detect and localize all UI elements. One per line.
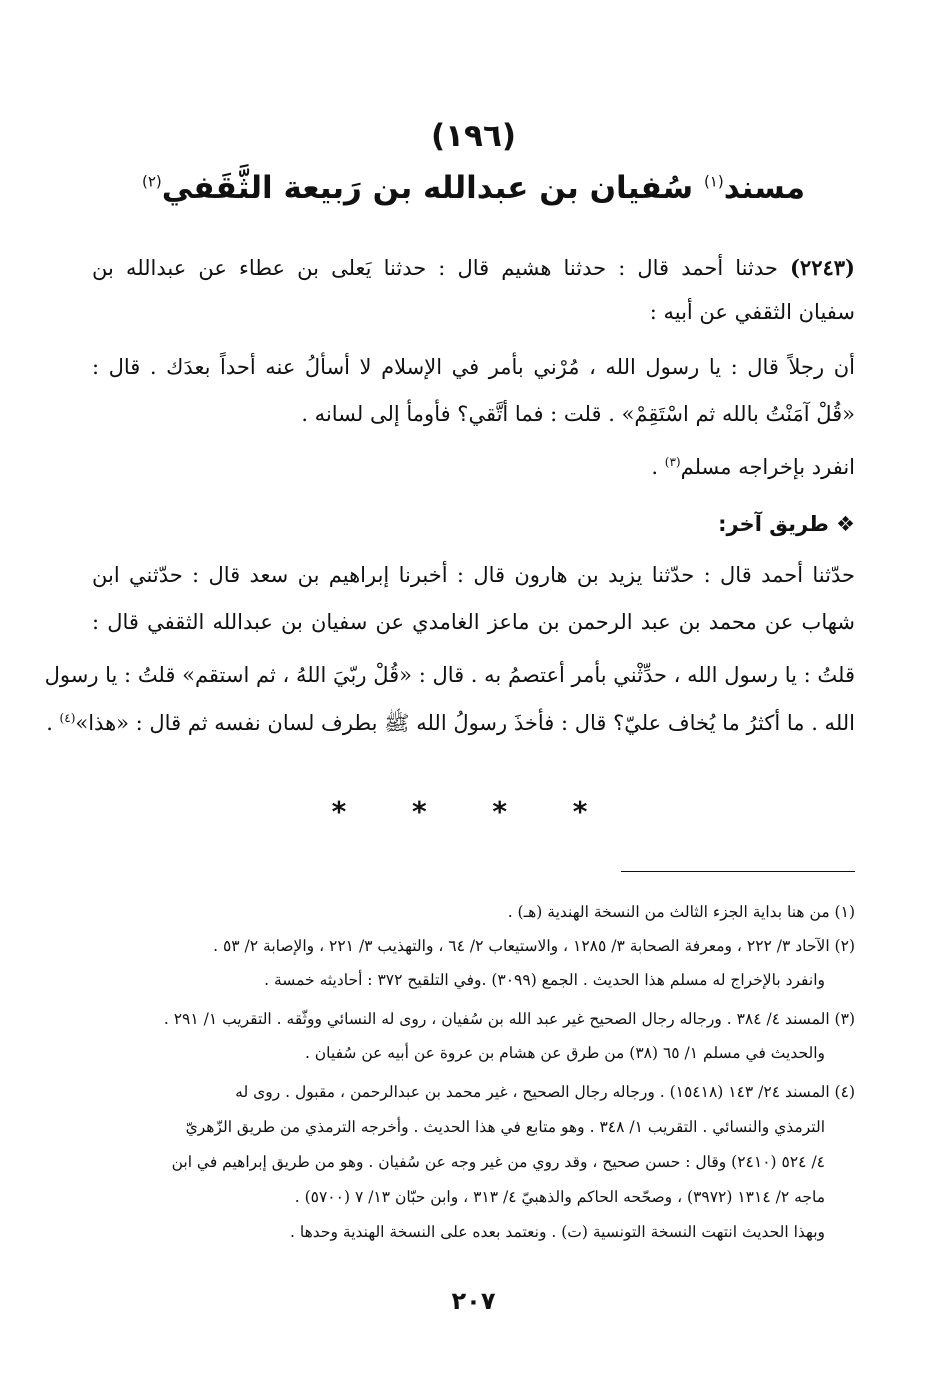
page-number: ٢٠٧ [451, 1287, 496, 1315]
hadith-isnad-line-1 [92, 255, 855, 280]
footnote-divider [621, 871, 855, 872]
title-start: مسند [723, 170, 806, 206]
title-footnote-ref-1: (١) [703, 172, 724, 191]
alt-route-line-4-end: . [46, 711, 60, 735]
hadith-isnad-line-2: سفيان الثقفي عن أبيه : [649, 300, 855, 324]
section-separator: * * * * [331, 795, 616, 828]
footnote-4-line-2: الترمذي والنسائي . التقريب ١/ ٣٤٨ . وهو متابع في هذا الحديث . وأخرجه الترمذي من طريق الزّهريّ [185, 1118, 825, 1136]
footnote-4-line-1: (٤) المسند ٢٤/ ١٤٣ (١٥٤١٨) . ورجاله رجال الصحيح ، غير محمد بن عبدالرحمن ، مقبول . روى له [235, 1083, 855, 1101]
alt-route-footnote-ref: (٤) [59, 711, 76, 725]
footnote-3-line-2: والحديث في مسلم ١/ ٦٥ (٣٨) من طرق عن هشام بن عروة عن أبيه عن سُفيان . [304, 1044, 825, 1062]
alt-route-line-2: شهاب عن محمد بن عبد الرحمن بن ماعز الغامدي عن سفيان بن عبدالله الثقفي قال : [92, 610, 855, 634]
alt-route-line-4 [46, 710, 855, 741]
footnote-4-line-4: ماجه ٢/ ١٣١٤ (٣٩٧٢) ، وصحّحه الحاكم والذهبيّ ٤/ ٣١٣ ، وابن حبّان ١٣/ ٧ (٥٧٠٠) . [294, 1188, 825, 1206]
page-title [80, 170, 867, 206]
alt-route-line-4-text: الله . ما أكثرُ ما يُخاف عليّ؟ قال : فأخذَ رسولُ الله ﷺ بطرف لسان نفسه ثم قال : «هذا» [75, 711, 855, 735]
footnote-1: (١) من هنا بداية الجزء الثالث من النسخة الهندية (هـ) . [507, 903, 855, 921]
hadith-isnad-text: حدثنا أحمد قال : حدثنا هشيم قال : حدثنا يَعلى بن عطاء عن عبدالله بن [92, 256, 778, 280]
footnote-2-line-2: وانفرد بالإخراج له مسلم هذا الحديث . الجمع (٣٠٩٩) .وفي التلقيح ٣٧٢ : أحاديثه خمسة . [264, 971, 825, 989]
hadith-number: (٢٢٤٣) [789, 255, 855, 280]
footnote-2-line-1: (٢) الآحاد ٣/ ٢٢٢ ، ومعرفة الصحابة ٣/ ١٢٨٥ ، والاستيعاب ٢/ ٦٤ ، والتهذيب ٣/ ٢٢١ ، والإصابة ٢/ ٥٣ . [213, 937, 855, 955]
alt-route-line-3: قلتُ : يا رسول الله ، حدِّثْني بأمر أعتصمُ به . قال : «قُلْ ربّيَ اللهُ ، ثم استقم» قلتُ : يا رسول [44, 663, 855, 687]
alt-route-heading: ❖ طريق آخر: [718, 512, 855, 536]
title-name: سُفيان بن عبدالله بن رَبيعة الثَّقَفي [161, 170, 694, 206]
hadith-matn-line-1: أن رجلاً قال : يا رسول الله ، مُرْني بأمر في الإسلام لا أسألُ عنه أحداً بعدَك . قال : [92, 355, 855, 379]
alt-route-line-1: حدّثنا أحمد قال : حدّثنا يزيد بن هارون قال : أخبرنا إبراهيم بن سعد قال : حدّثني ابن [92, 563, 855, 587]
title-footnote-ref-2: (٢) [141, 172, 162, 191]
footnote-4-line-5: وبهذا الحديث انتهت النسخة التونسية (ت) . ونعتمد بعده على النسخة الهندية وحدها . [290, 1223, 825, 1241]
hadith-matn-line-2: «قُلْ آمَنْتُ بالله ثم اسْتَقِمْ» . قلت : فما أتَّقي؟ فأومأ إلى لسانه . [301, 402, 855, 426]
hadith-note [92, 455, 855, 479]
hadith-note-text: انفرد بإخراجه مسلم [680, 455, 855, 479]
footnote-3-line-1: (٣) المسند ٤/ ٣٨٤ . ورجاله رجال الصحيح غير عبد الله بن سُفيان ، روى له النسائي ووثّقه . التقريب ١/ ٢٩١ . [163, 1010, 855, 1028]
hadith-note-end: . [651, 455, 665, 479]
section-number: (١٩٦) [430, 118, 517, 154]
hadith-note-ref: (٣) [664, 455, 681, 469]
footnote-4-line-3: ٤/ ٥٢٤ (٢٤١٠) وقال : حسن صحيح ، وقد روي من غير وجه عن سُفيان . وهو من طريق إبراهيم في ابن [171, 1153, 825, 1171]
